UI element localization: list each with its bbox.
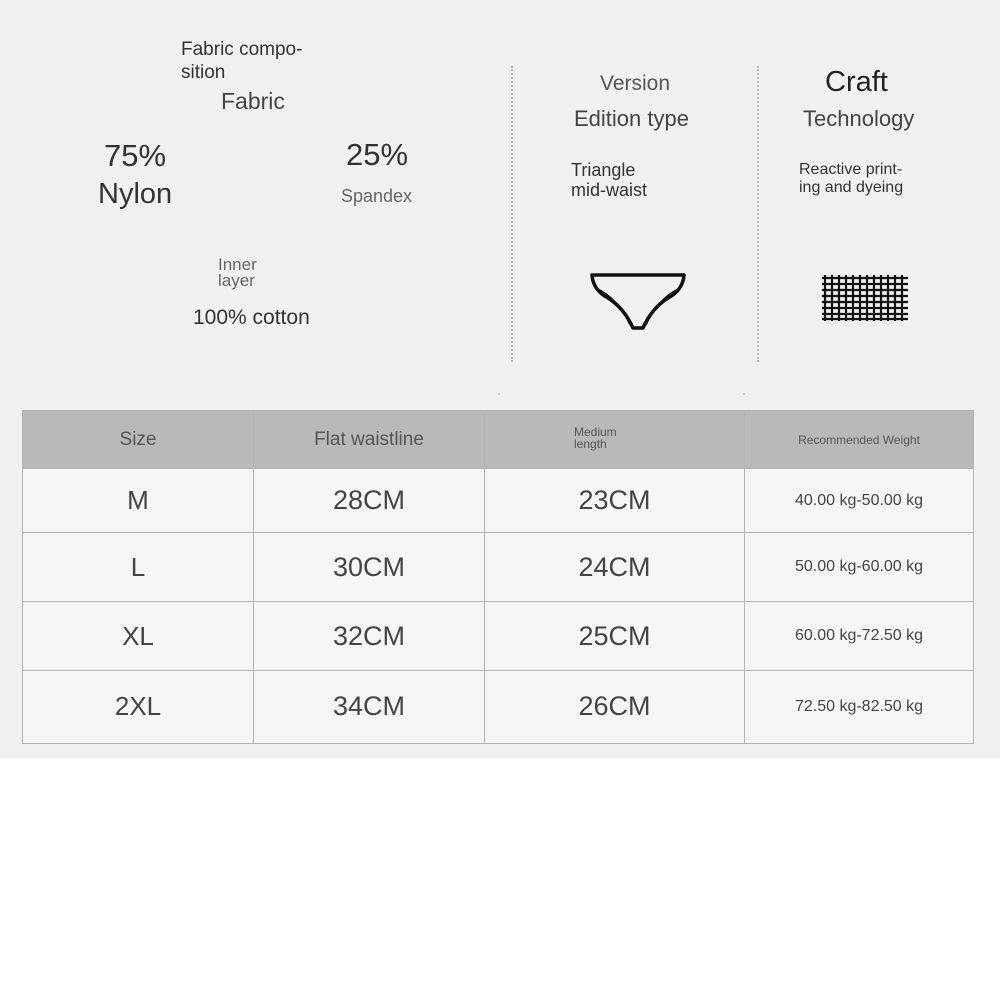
table-row — [23, 469, 974, 533]
cell-size: M — [23, 469, 254, 533]
divider-dot — [743, 393, 745, 395]
inner-layer-value: 100% cotton — [193, 306, 310, 329]
cell-weight: 60.00 kg-72.50 kg — [745, 602, 974, 670]
table-row — [23, 533, 974, 602]
nylon-percent: 75% — [104, 138, 167, 173]
table-row — [23, 670, 974, 743]
version-heading: Version — [600, 72, 671, 95]
header-weight: Recommended Weight — [745, 411, 974, 469]
column-divider — [511, 66, 513, 362]
fabric-subheading: Fabric — [221, 88, 285, 114]
fabric-heading: Fabric compo- sition — [181, 39, 303, 83]
cell-size: XL — [23, 602, 254, 670]
column-divider — [757, 66, 759, 362]
craft-value: Reactive print- ing and dyeing — [799, 161, 904, 196]
table-header-row — [23, 411, 974, 469]
header-waistline: Flat waistline — [254, 411, 485, 469]
cell-weight: 72.50 kg-82.50 kg — [745, 670, 974, 743]
cell-length: 25CM — [485, 602, 745, 670]
cell-waist: 28CM — [254, 469, 485, 533]
cell-length: 23CM — [485, 469, 745, 533]
version-subheading: Edition type — [574, 106, 689, 131]
briefs-icon — [588, 270, 688, 334]
version-value: Triangle mid-waist — [571, 160, 648, 200]
cell-weight: 50.00 kg-60.00 kg — [745, 533, 974, 602]
craft-subheading: Technology — [803, 106, 915, 131]
header-size: Size — [23, 411, 254, 469]
size-table — [22, 410, 974, 744]
cell-waist: 32CM — [254, 602, 485, 670]
inner-layer-label: Inner layer — [218, 255, 257, 290]
header-length: Medium length — [485, 411, 745, 469]
cell-weight: 40.00 kg-50.00 kg — [745, 469, 974, 533]
spandex-percent: 25% — [346, 137, 409, 172]
cell-length: 24CM — [485, 533, 745, 602]
cell-size: 2XL — [23, 670, 254, 743]
table-row — [23, 602, 974, 670]
spandex-label: Spandex — [341, 186, 413, 206]
craft-heading: Craft — [825, 66, 888, 98]
nylon-label: Nylon — [98, 178, 173, 210]
fabric-grid-icon — [822, 275, 908, 321]
cell-length: 26CM — [485, 670, 745, 743]
cell-waist: 30CM — [254, 533, 485, 602]
cell-size: L — [23, 533, 254, 602]
divider-dot — [498, 393, 500, 395]
cell-waist: 34CM — [254, 670, 485, 743]
